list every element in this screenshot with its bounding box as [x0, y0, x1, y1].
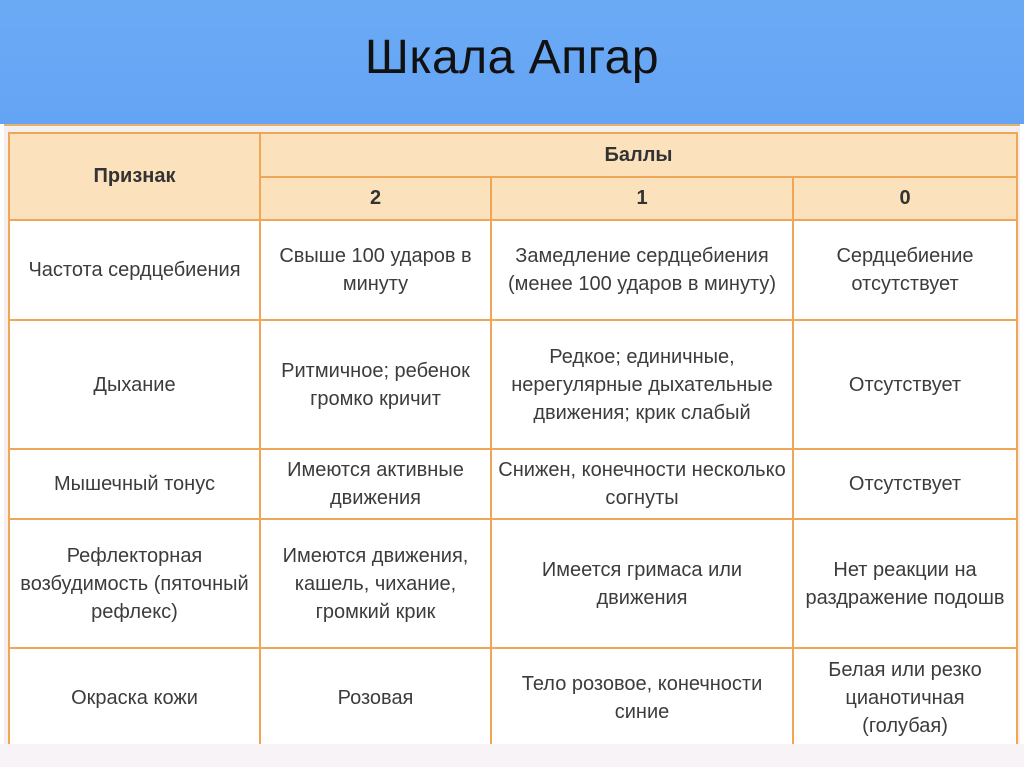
points-header: Баллы: [260, 133, 1017, 177]
score-0-cell: Отсутствует: [793, 449, 1017, 519]
score-1-cell: Имеется гримаса или движения: [491, 519, 793, 648]
bottom-strip: [0, 744, 1024, 767]
score-1-cell: Снижен, конечности несколько согнуты: [491, 449, 793, 519]
sign-cell: Частота сердцебиения: [9, 220, 260, 321]
score-0-cell: Нет реакции на раздражение подошв: [793, 519, 1017, 648]
sign-cell: Рефлекторная возбудимость (пяточный рефлекс): [9, 519, 260, 648]
score-2-cell: Ритмичное; ребенок громко кричит: [260, 320, 491, 449]
score-2-cell: Свыше 100 ударов в минуту: [260, 220, 491, 321]
sign-cell: Окраска кожи: [9, 648, 260, 747]
table-row: [9, 220, 1017, 321]
score-1-cell: Редкое; единичные, нерегулярные дыхательные движения; крик слабый: [491, 320, 793, 449]
slide-title: Шкала Апгар: [364, 31, 660, 84]
table-row: [9, 449, 1017, 519]
score-1-cell: Замедление сердцебиения (менее 100 ударов в минуту): [491, 220, 793, 321]
sign-header: Признак: [9, 133, 260, 220]
table-row: [9, 320, 1017, 449]
score-0-cell: Белая или резко цианотичная (голубая): [793, 648, 1017, 747]
apgar-table: [8, 132, 1018, 748]
score-header-1: 1: [491, 177, 793, 219]
score-0-cell: Сердцебиение отсутствует: [793, 220, 1017, 321]
title-banner: [0, 0, 1024, 124]
score-header-0: 0: [793, 177, 1017, 219]
table-container: [4, 124, 1020, 767]
table-row: [9, 648, 1017, 747]
sign-cell: Дыхание: [9, 320, 260, 449]
score-2-cell: Имеются движения, кашель, чихание, громкий крик: [260, 519, 491, 648]
score-header-2: 2: [260, 177, 491, 219]
score-2-cell: Имеются активные движения: [260, 449, 491, 519]
header-row: [9, 133, 1017, 177]
score-1-cell: Тело розовое, конечности синие: [491, 648, 793, 747]
score-0-cell: Отсутствует: [793, 320, 1017, 449]
table-row: [9, 519, 1017, 648]
score-2-cell: Розовая: [260, 648, 491, 747]
sign-cell: Мышечный тонус: [9, 449, 260, 519]
